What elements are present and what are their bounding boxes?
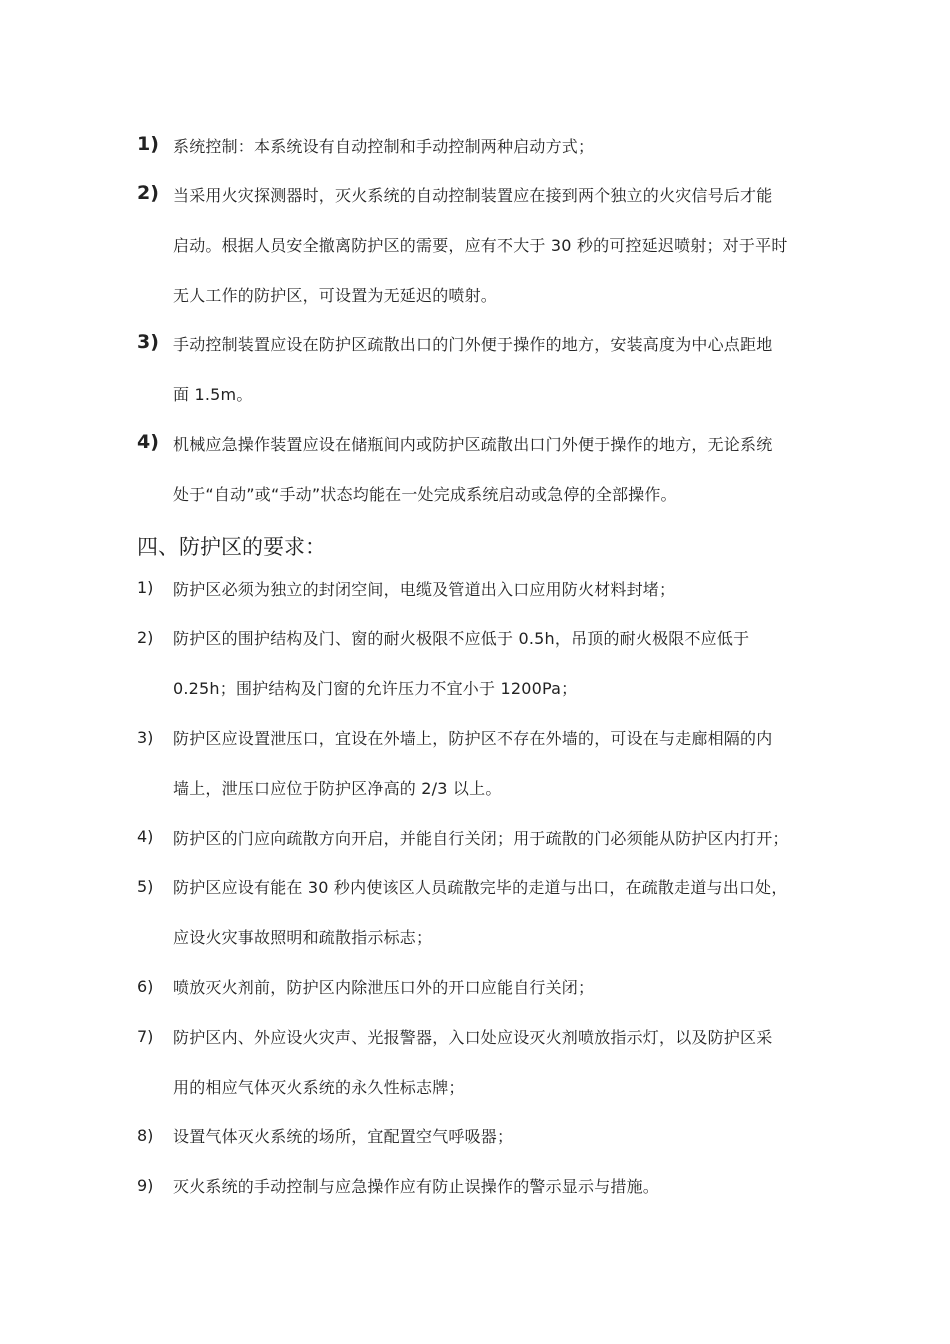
item-text: 面 1.5m。 <box>173 385 253 404</box>
item-number: 5) <box>137 877 154 896</box>
item-number: 2) <box>137 182 159 204</box>
item-number: 3) <box>137 331 159 353</box>
item-text: 墙上，泄压口应位于防护区净高的 2/3 以上。 <box>173 779 502 798</box>
item-text: 机械应急操作装置应设在储瓶间内或防护区疏散出口门外便于操作的地方，无论系统 <box>173 435 773 454</box>
item-text: 防护区的门应向疏散方向开启，并能自行关闭；用于疏散的门必须能从防护区内打开； <box>173 829 789 848</box>
item-text: 当采用火灾探测器时，灭火系统的自动控制装置应在接到两个独立的火灾信号后才能 <box>173 186 773 205</box>
item-number: 6) <box>137 977 154 996</box>
item-text: 喷放灭火剂前，防护区内除泄压口外的开口应能自行关闭； <box>173 978 595 997</box>
item-text: 防护区应设置泄压口，宜设在外墙上，防护区不存在外墙的，可设在与走廊相隔的内 <box>173 729 773 748</box>
item-number: 9) <box>137 1176 154 1195</box>
item-number: 4) <box>137 827 154 846</box>
item-text: 防护区的围护结构及门、窗的耐火极限不应低于 0.5h，吊顶的耐火极限不应低于 <box>173 629 750 648</box>
item-text: 应设火灾事故照明和疏散指示标志； <box>173 928 433 947</box>
item-number: 7) <box>137 1027 154 1046</box>
section-heading: 四、防护区的要求： <box>137 535 326 559</box>
item-number: 1) <box>137 133 159 155</box>
item-text: 防护区必须为独立的封闭空间，电缆及管道出入口应用防火材料封堵； <box>173 580 676 599</box>
item-text: 系统控制：本系统设有自动控制和手动控制两种启动方式； <box>173 137 595 156</box>
item-text: 设置气体灭火系统的场所，宜配置空气呼吸器； <box>173 1127 514 1146</box>
item-number: 8) <box>137 1126 154 1145</box>
item-number: 2) <box>137 628 154 647</box>
item-text: 防护区内、外应设火灾声、光报警器，入口处应设灭火剂喷放指示灯，以及防护区采 <box>173 1028 773 1047</box>
item-text: 无人工作的防护区，可设置为无延迟的喷射。 <box>173 286 498 305</box>
item-number: 1) <box>137 578 154 597</box>
item-text: 用的相应气体灭火系统的永久性标志牌； <box>173 1078 465 1097</box>
item-number: 4) <box>137 431 159 453</box>
item-text: 0.25h；围护结构及门窗的允许压力不宜小于 1200Pa； <box>173 679 578 698</box>
item-text: 处于“自动”或“手动”状态均能在一处完成系统启动或急停的全部操作。 <box>173 485 677 504</box>
item-text: 启动。根据人员安全撤离防护区的需要，应有不大于 30 秒的可控延迟喷射；对于平时 <box>173 236 788 255</box>
item-text: 灭火系统的手动控制与应急操作应有防止误操作的警示显示与措施。 <box>173 1177 660 1196</box>
item-text: 手动控制装置应设在防护区疏散出口的门外便于操作的地方，安装高度为中心点距地 <box>173 335 773 354</box>
item-number: 3) <box>137 728 154 747</box>
item-text: 防护区应设有能在 30 秒内使该区人员疏散完毕的走道与出口，在疏散走道与出口处， <box>173 878 788 897</box>
